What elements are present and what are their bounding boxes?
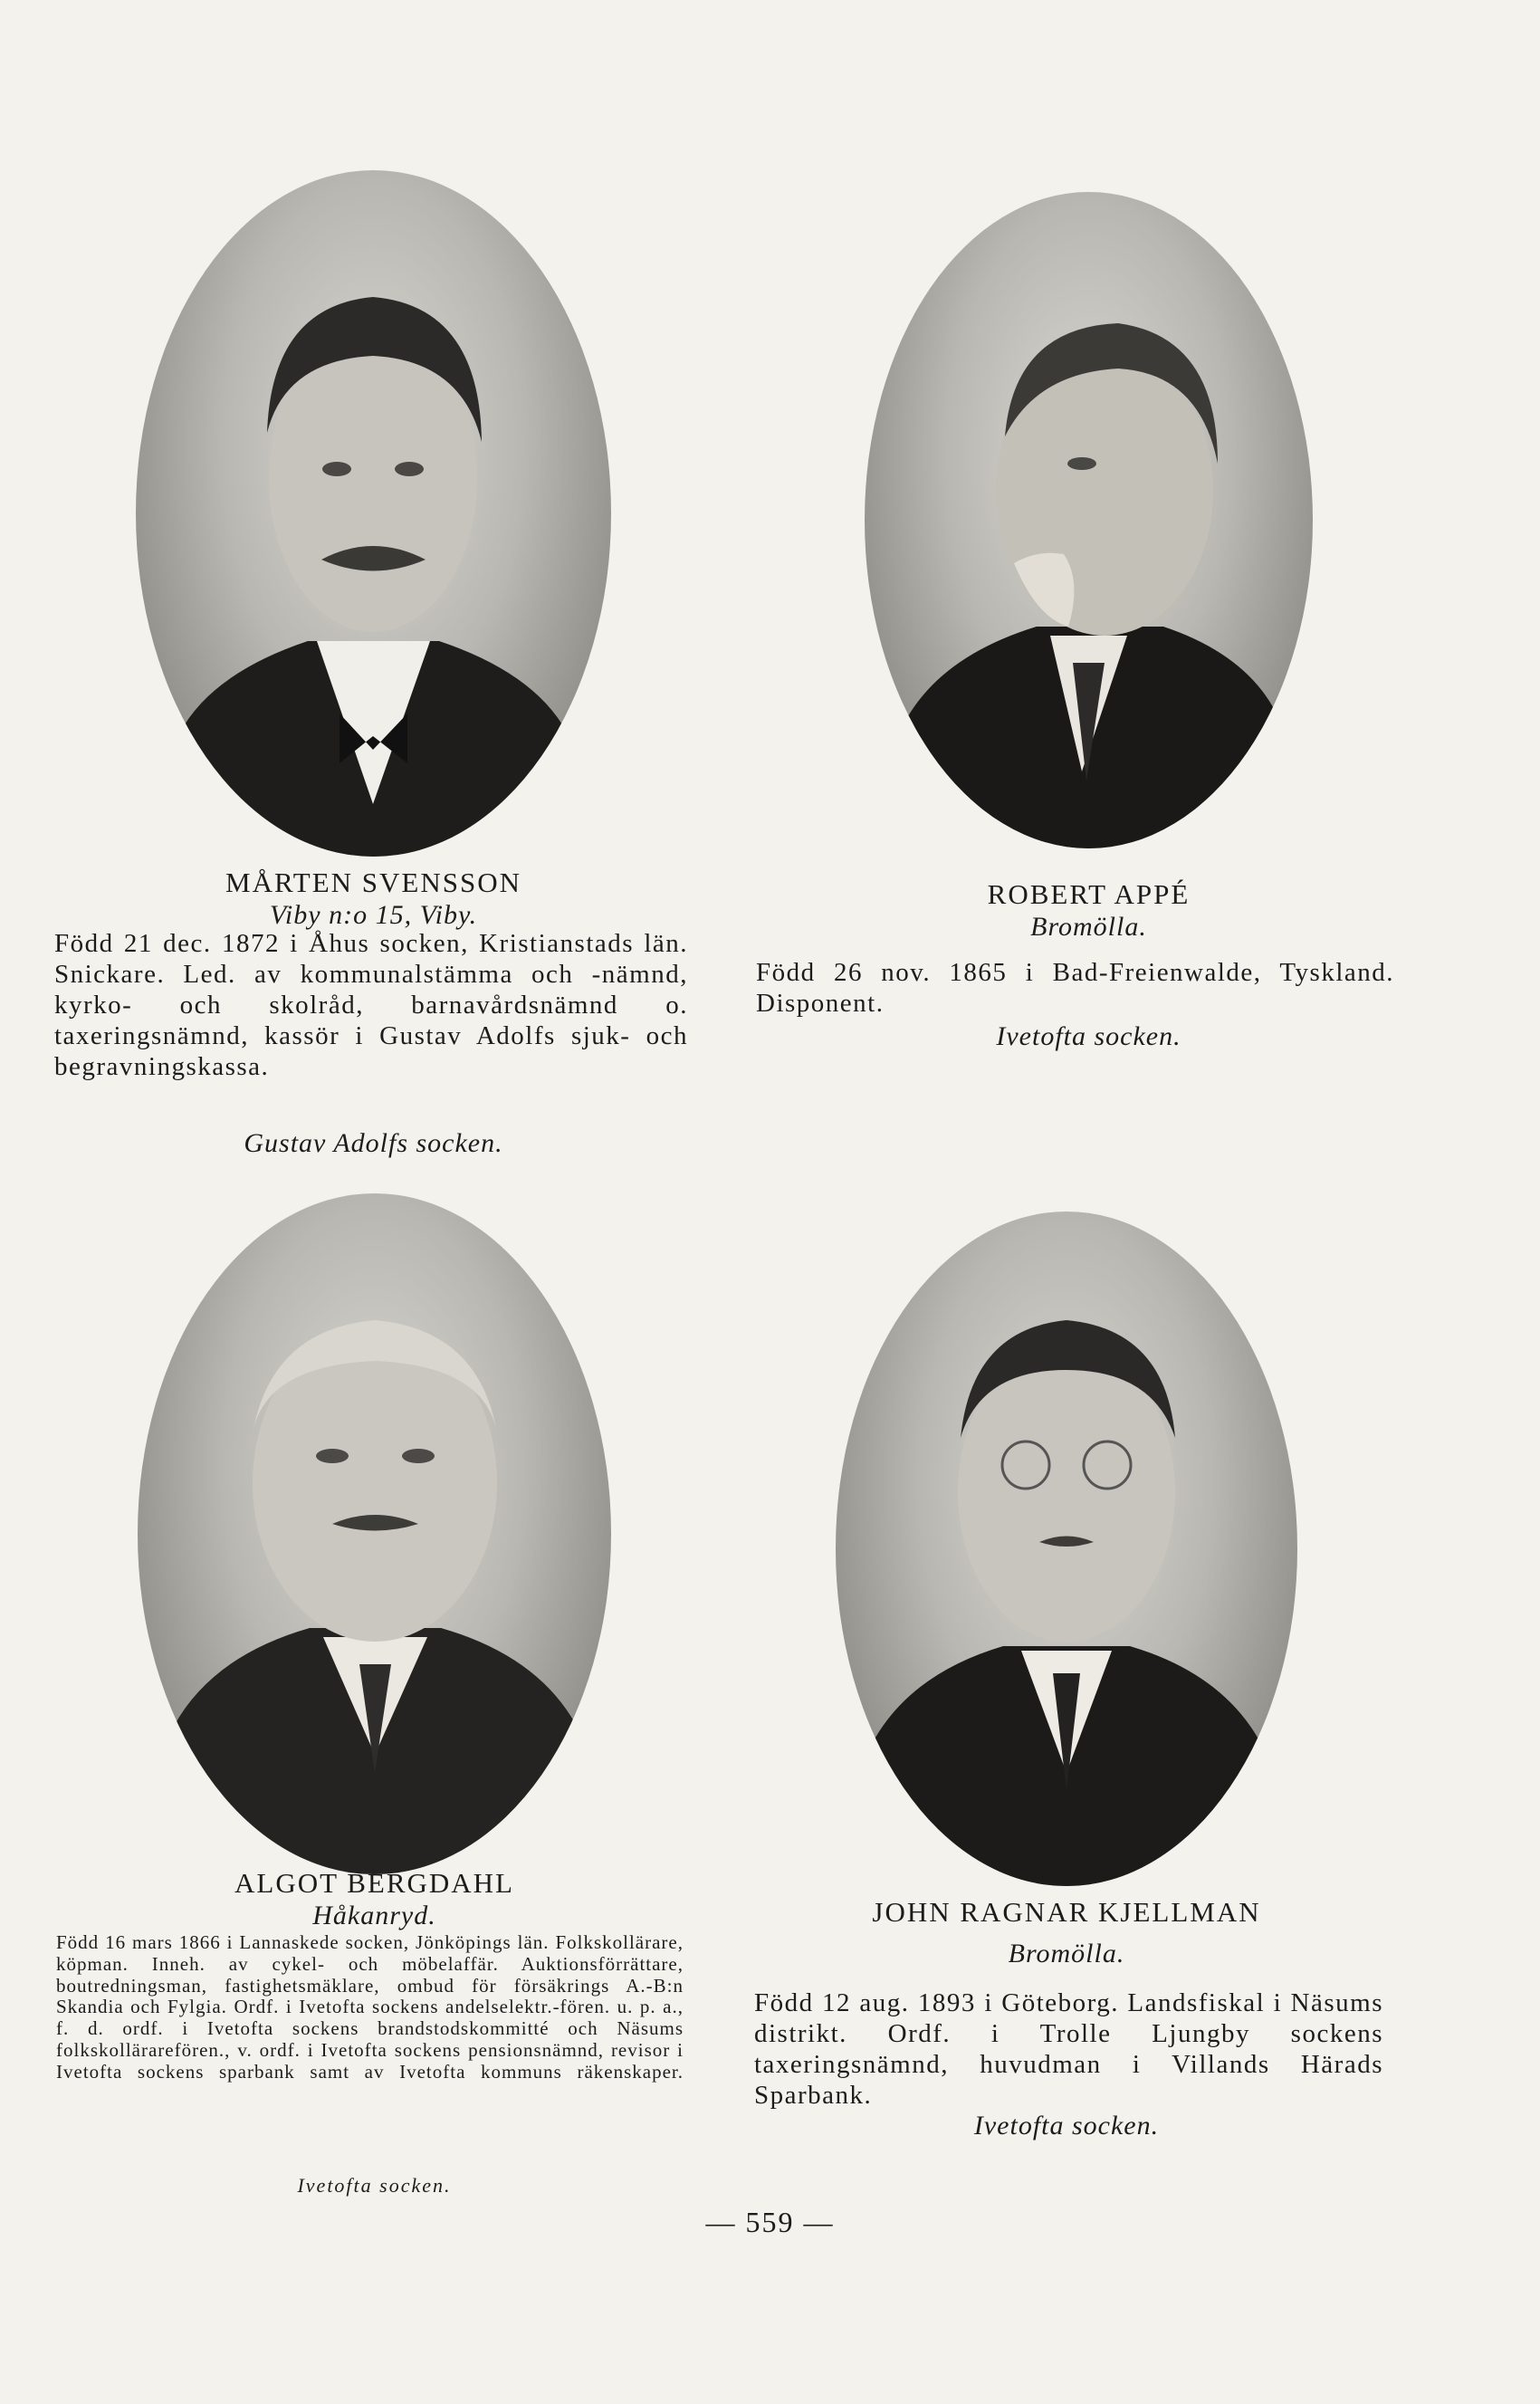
portrait-john-ragnar-kjellman <box>836 1212 1297 1886</box>
person-name: ALGOT BERGDAHL <box>234 1867 514 1899</box>
person-residence: Bromölla. <box>1030 912 1147 942</box>
person-biography: Född 21 dec. 1872 i Åhus socken, Kristianstads län. Snickare. Led. av kommunalstämma och -nämnd, kyrko- och skolråd, barnavårdsnämnd o. taxeringsnämnd, kassör i Gustav Adolfs sjuk- och begravningskassa. <box>54 929 688 1081</box>
person-biography: Född 12 aug. 1893 i Göteborg. Landsfiskal i Näsums distrikt. Ordf. i Trolle Ljungby sockens taxeringsnämnd, huvudman i Villands Härads Sparbank. <box>754 1988 1383 2110</box>
portrait-photo <box>865 192 1313 848</box>
portrait-marten-svensson <box>136 170 611 857</box>
name-block-marten <box>136 867 611 932</box>
person-parish: Gustav Adolfs socken. <box>244 1128 503 1158</box>
person-parish: Ivetofta socken. <box>297 2174 452 2197</box>
person-residence: Viby n:o 15, Viby. <box>269 900 478 930</box>
person-parish: Ivetofta socken. <box>973 2111 1160 2141</box>
person-name: MÅRTEN SVENSSON <box>225 867 521 898</box>
person-residence: Håkanryd. <box>312 1901 436 1930</box>
name-block-bergdahl <box>138 1867 611 1932</box>
person-name: JOHN RAGNAR KJELLMAN <box>872 1896 1261 1928</box>
page-number: — 559 — <box>705 2206 835 2238</box>
person-name: ROBERT APPÉ <box>987 878 1191 910</box>
person-biography: Född 16 mars 1866 i Lannaskede socken, Jönköpings län. Folkskollärare, köpman. Inneh. av cykel- och möbelaffär. Auktionsförrättare, boutredningsman, fastighetsmäklare, ombud för försäkrings A.-B:n Skandia och Fylgia. Ordf. i Ivetofta sockens andelselektr.-fören. u. p. a., f. d. ordf. i Ivetofta sockens brandstodskommitté och Näsums folkskollärarefören., v. ordf. i Ivetofta sockens pensionsnämnd, revisor i Ivetofta sockens sparbank samt av Ivetofta kommuns räkenskaper. <box>56 1931 684 2083</box>
portrait-robert-appe <box>865 192 1313 848</box>
person-residence: Bromölla. <box>1008 1939 1125 1968</box>
portrait-photo <box>836 1212 1297 1886</box>
portrait-photo <box>136 170 611 857</box>
name-block-kjellman <box>754 1896 1379 1970</box>
person-parish: Ivetofta socken. <box>996 1021 1181 1051</box>
person-biography: Född 26 nov. 1865 i Bad-Freienwalde, Tyskland. Disponent. <box>756 958 1394 1018</box>
portrait-algot-bergdahl <box>138 1193 611 1874</box>
portrait-photo <box>138 1193 611 1874</box>
name-block-appe <box>865 878 1313 943</box>
